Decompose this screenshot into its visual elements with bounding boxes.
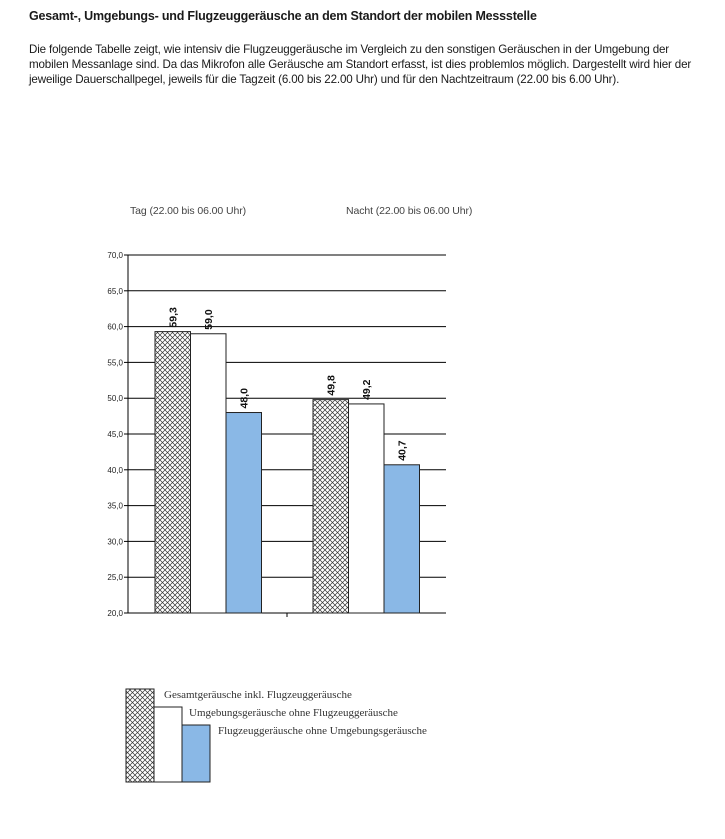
y-tick-label: 20,0 <box>107 609 123 618</box>
category-label-tag: Tag (22.00 bis 06.00 Uhr) <box>130 205 246 217</box>
y-tick-label: 35,0 <box>107 501 123 511</box>
legend-swatch-crosshatch <box>126 689 154 782</box>
bar-crosshatch-0 <box>155 332 191 613</box>
y-tick-label: 65,0 <box>107 286 123 296</box>
legend-swatch-blue <box>182 725 210 782</box>
value-label: 40,7 <box>396 440 409 461</box>
value-label: 49,2 <box>361 379 374 400</box>
y-tick-labels <box>107 251 123 618</box>
y-tick-label: 45,0 <box>107 430 123 439</box>
y-tick-label: 40,0 <box>107 465 123 475</box>
legend-swatch-white <box>154 707 182 782</box>
y-tick-label: 25,0 <box>107 573 123 583</box>
intro-paragraph: Die folgende Tabelle zeigt, wie intensiv die Flugzeuggeräusche im Vergleich zu den sonstigen Geräuschen in der Umgebung der mobilen Messanlage sind. Da das Mikrofon alle Geräusche am Standort erfasst, ist dies problemlos möglich. Dargestellt wird hier der jeweilige Dauerschallpegel, jeweils für die Tagzeit (6.00 bis 22.00 Uhr) und für den Nachtzeitraum (22.00 bis 6.00 Uhr). <box>29 43 692 87</box>
bars <box>155 332 420 613</box>
bar-white-1 <box>349 404 385 613</box>
legend <box>126 689 427 782</box>
legend-label: Flugzeuggeräusche ohne Umgebungsgeräusche <box>218 725 427 737</box>
category-label-nacht: Nacht (22.00 bis 06.00 Uhr) <box>346 205 473 217</box>
value-label: 48,0 <box>238 388 251 409</box>
y-tick-label: 70,0 <box>107 251 123 260</box>
y-tick-label: 30,0 <box>107 537 123 547</box>
legend-label: Gesamtgeräusche inkl. Flugzeuggeräusche <box>164 689 352 701</box>
y-tick-label: 60,0 <box>107 322 123 332</box>
value-label: 59,3 <box>167 307 180 328</box>
y-tick-label: 50,0 <box>107 394 123 404</box>
bar-blue-0 <box>226 413 262 613</box>
bar-blue-1 <box>384 465 420 613</box>
value-label: 59,0 <box>203 309 216 330</box>
bar-white-0 <box>191 334 227 613</box>
value-label: 49,8 <box>325 375 338 396</box>
bar-crosshatch-1 <box>313 400 349 613</box>
y-tick-label: 55,0 <box>107 358 123 368</box>
legend-label: Umgebungsgeräusche ohne Flugzeuggeräusche <box>189 707 398 719</box>
page-heading: Gesamt-, Umgebungs- und Flugzeuggeräusche an dem Standort der mobilen Messstelle <box>29 9 537 23</box>
